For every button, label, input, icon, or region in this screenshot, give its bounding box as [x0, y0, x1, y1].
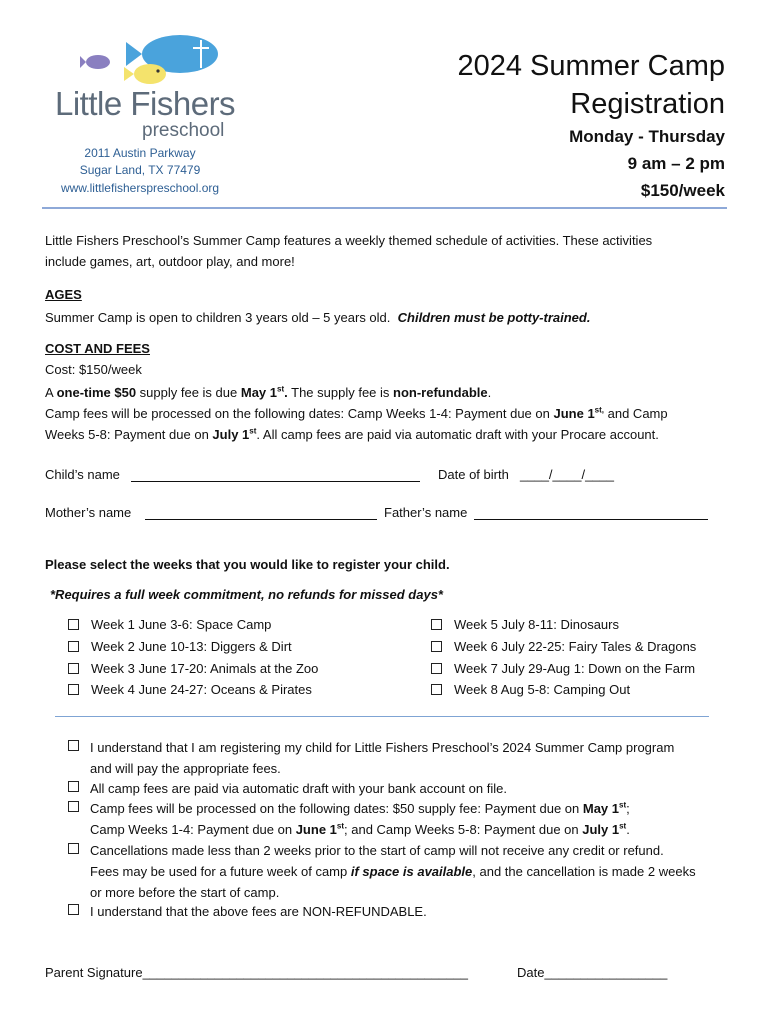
week-1-label: Week 1 June 3-6: Space Camp: [91, 617, 272, 632]
signature-label: Parent Signature: [45, 965, 143, 980]
week-7-checkbox[interactable]: [431, 663, 442, 674]
week-5-option[interactable]: [431, 614, 619, 635]
schedule-days: Monday - Thursday: [569, 127, 725, 146]
ages-text: [45, 307, 590, 328]
fish-logo-icon: [80, 32, 230, 92]
dob-field[interactable]: ____/____/____: [520, 467, 614, 482]
ack-registering-line-1: I understand that I am registering my child for Little Fishers Preschool’s 2024 Summer Camp program: [90, 740, 675, 755]
week-4-checkbox[interactable]: [68, 684, 79, 695]
ack-cancellations-line-2: Fees may be used for a future week of camp if space is available, and the cancellation is made 2 weeks: [90, 864, 696, 879]
week-2-option[interactable]: [68, 636, 292, 657]
date-row: [517, 962, 667, 983]
ack-non-refundable-checkbox[interactable]: [68, 904, 79, 915]
schedule-hours: 9 am – 2 pm: [627, 154, 725, 173]
page-title-line-2: Registration: [570, 88, 725, 120]
week-2-checkbox[interactable]: [68, 641, 79, 652]
address-line-2: Sugar Land, TX 77479: [79, 163, 201, 177]
page-title-line-1: 2024 Summer Camp: [457, 50, 725, 82]
week-3-checkbox[interactable]: [68, 663, 79, 674]
ack-registering-checkbox[interactable]: [68, 740, 79, 751]
address-line-1: 2011 Austin Parkway: [84, 146, 196, 160]
week-4-option[interactable]: [68, 679, 312, 700]
intro-line-2: include games, art, outdoor play, and more!: [45, 254, 295, 269]
week-1-checkbox[interactable]: [68, 619, 79, 630]
fee-dates-line-1: Camp fees will be processed on the following dates: Camp Weeks 1-4: Payment due on June $1^{st,}$ and Camp: [45, 405, 668, 421]
ack-fee-dates-checkbox[interactable]: [68, 801, 79, 812]
week-2-label: Week 2 June 10-13: Diggers & Dirt: [91, 639, 292, 654]
child-name-field[interactable]: [131, 467, 420, 482]
dob-label: Date of birth: [438, 467, 509, 482]
signature-field[interactable]: _____________________________________________: [142, 965, 468, 980]
ack-cancellations-line-3: or more before the start of camp.: [90, 885, 280, 900]
week-3-option[interactable]: [68, 658, 318, 679]
schedule-price: $150/week: [640, 181, 725, 200]
date-label: Date: [517, 965, 545, 980]
week-1-option[interactable]: [68, 614, 271, 635]
weeks-note: *Requires a full week commitment, no refunds for missed days*: [50, 587, 443, 602]
supply-fee-line: A one-time $50 supply fee is due May 1st. The supply fee is non-refundable.: [45, 384, 492, 400]
logo-sub: preschool: [142, 120, 225, 141]
website-link[interactable]: www.littlefisherspreschool.org: [60, 181, 220, 195]
header-divider: [42, 207, 727, 209]
week-6-label: Week 6 July 22-25: Fairy Tales & Dragons: [454, 639, 697, 654]
week-8-checkbox[interactable]: [431, 684, 442, 695]
preschool-logo: [40, 12, 240, 152]
ack-non-refundable-text: I understand that the above fees are NON-REFUNDABLE.: [90, 904, 427, 919]
cost-per-week: Cost: $150/week: [45, 362, 142, 377]
week-3-label: Week 3 June 17-20: Animals at the Zoo: [91, 661, 319, 676]
weeks-divider: [55, 716, 709, 717]
week-4-label: Week 4 June 24-27: Oceans & Pirates: [91, 682, 312, 697]
week-6-option[interactable]: [431, 636, 696, 657]
mother-name-label: Mother’s name: [45, 505, 132, 520]
week-5-label: Week 5 July 8-11: Dinosaurs: [454, 617, 619, 632]
fee-dates-line-2: Weeks 5-8: Payment due on July 1st. All camp fees are paid via automatic draft with your Procare account.: [45, 426, 659, 442]
intro-line-1: Little Fishers Preschool’s Summer Camp features a weekly themed schedule of activities. These activities: [45, 233, 653, 248]
logo-name: Little Fishers: [55, 85, 236, 122]
child-name-label: Child’s name: [45, 467, 120, 482]
ack-fee-dates-line-2: Camp Weeks 1-4: Payment due on June 1st; and Camp Weeks 5-8: Payment due on July 1st.: [90, 821, 630, 837]
ages-heading: AGES: [45, 287, 82, 302]
date-field[interactable]: _________________: [544, 965, 668, 980]
cost-heading: COST AND FEES: [45, 341, 150, 356]
week-5-checkbox[interactable]: [431, 619, 442, 630]
ack-fee-dates-line-1: Camp fees will be processed on the following dates: $50 supply fee: Payment due on May 1st;: [90, 800, 630, 816]
week-8-label: Week 8 Aug 5-8: Camping Out: [454, 682, 631, 697]
ack-auto-draft-text: All camp fees are paid via automatic draft with your bank account on file.: [90, 781, 507, 796]
father-name-label: Father’s name: [384, 505, 468, 520]
ack-cancellations-line-1: Cancellations made less than 2 weeks prior to the start of camp will not receive any credit or refund.: [90, 843, 664, 858]
week-8-option[interactable]: [431, 679, 630, 700]
ack-cancellations-checkbox[interactable]: [68, 843, 79, 854]
ages-potty-note: Children must be potty-trained.: [397, 310, 591, 325]
ack-auto-draft-checkbox[interactable]: [68, 781, 79, 792]
mother-name-field[interactable]: [145, 505, 377, 520]
week-7-option[interactable]: [431, 658, 695, 679]
signature-row: [45, 962, 468, 983]
ack-registering-line-2: and will pay the appropriate fees.: [90, 761, 281, 776]
weeks-prompt: Please select the weeks that you would like to register your child.: [45, 557, 450, 572]
week-6-checkbox[interactable]: [431, 641, 442, 652]
week-7-label: Week 7 July 29-Aug 1: Down on the Farm: [454, 661, 696, 676]
father-name-field[interactable]: [474, 505, 708, 520]
ages-description: Summer Camp is open to children 3 years old – 5 years old.: [45, 310, 391, 325]
